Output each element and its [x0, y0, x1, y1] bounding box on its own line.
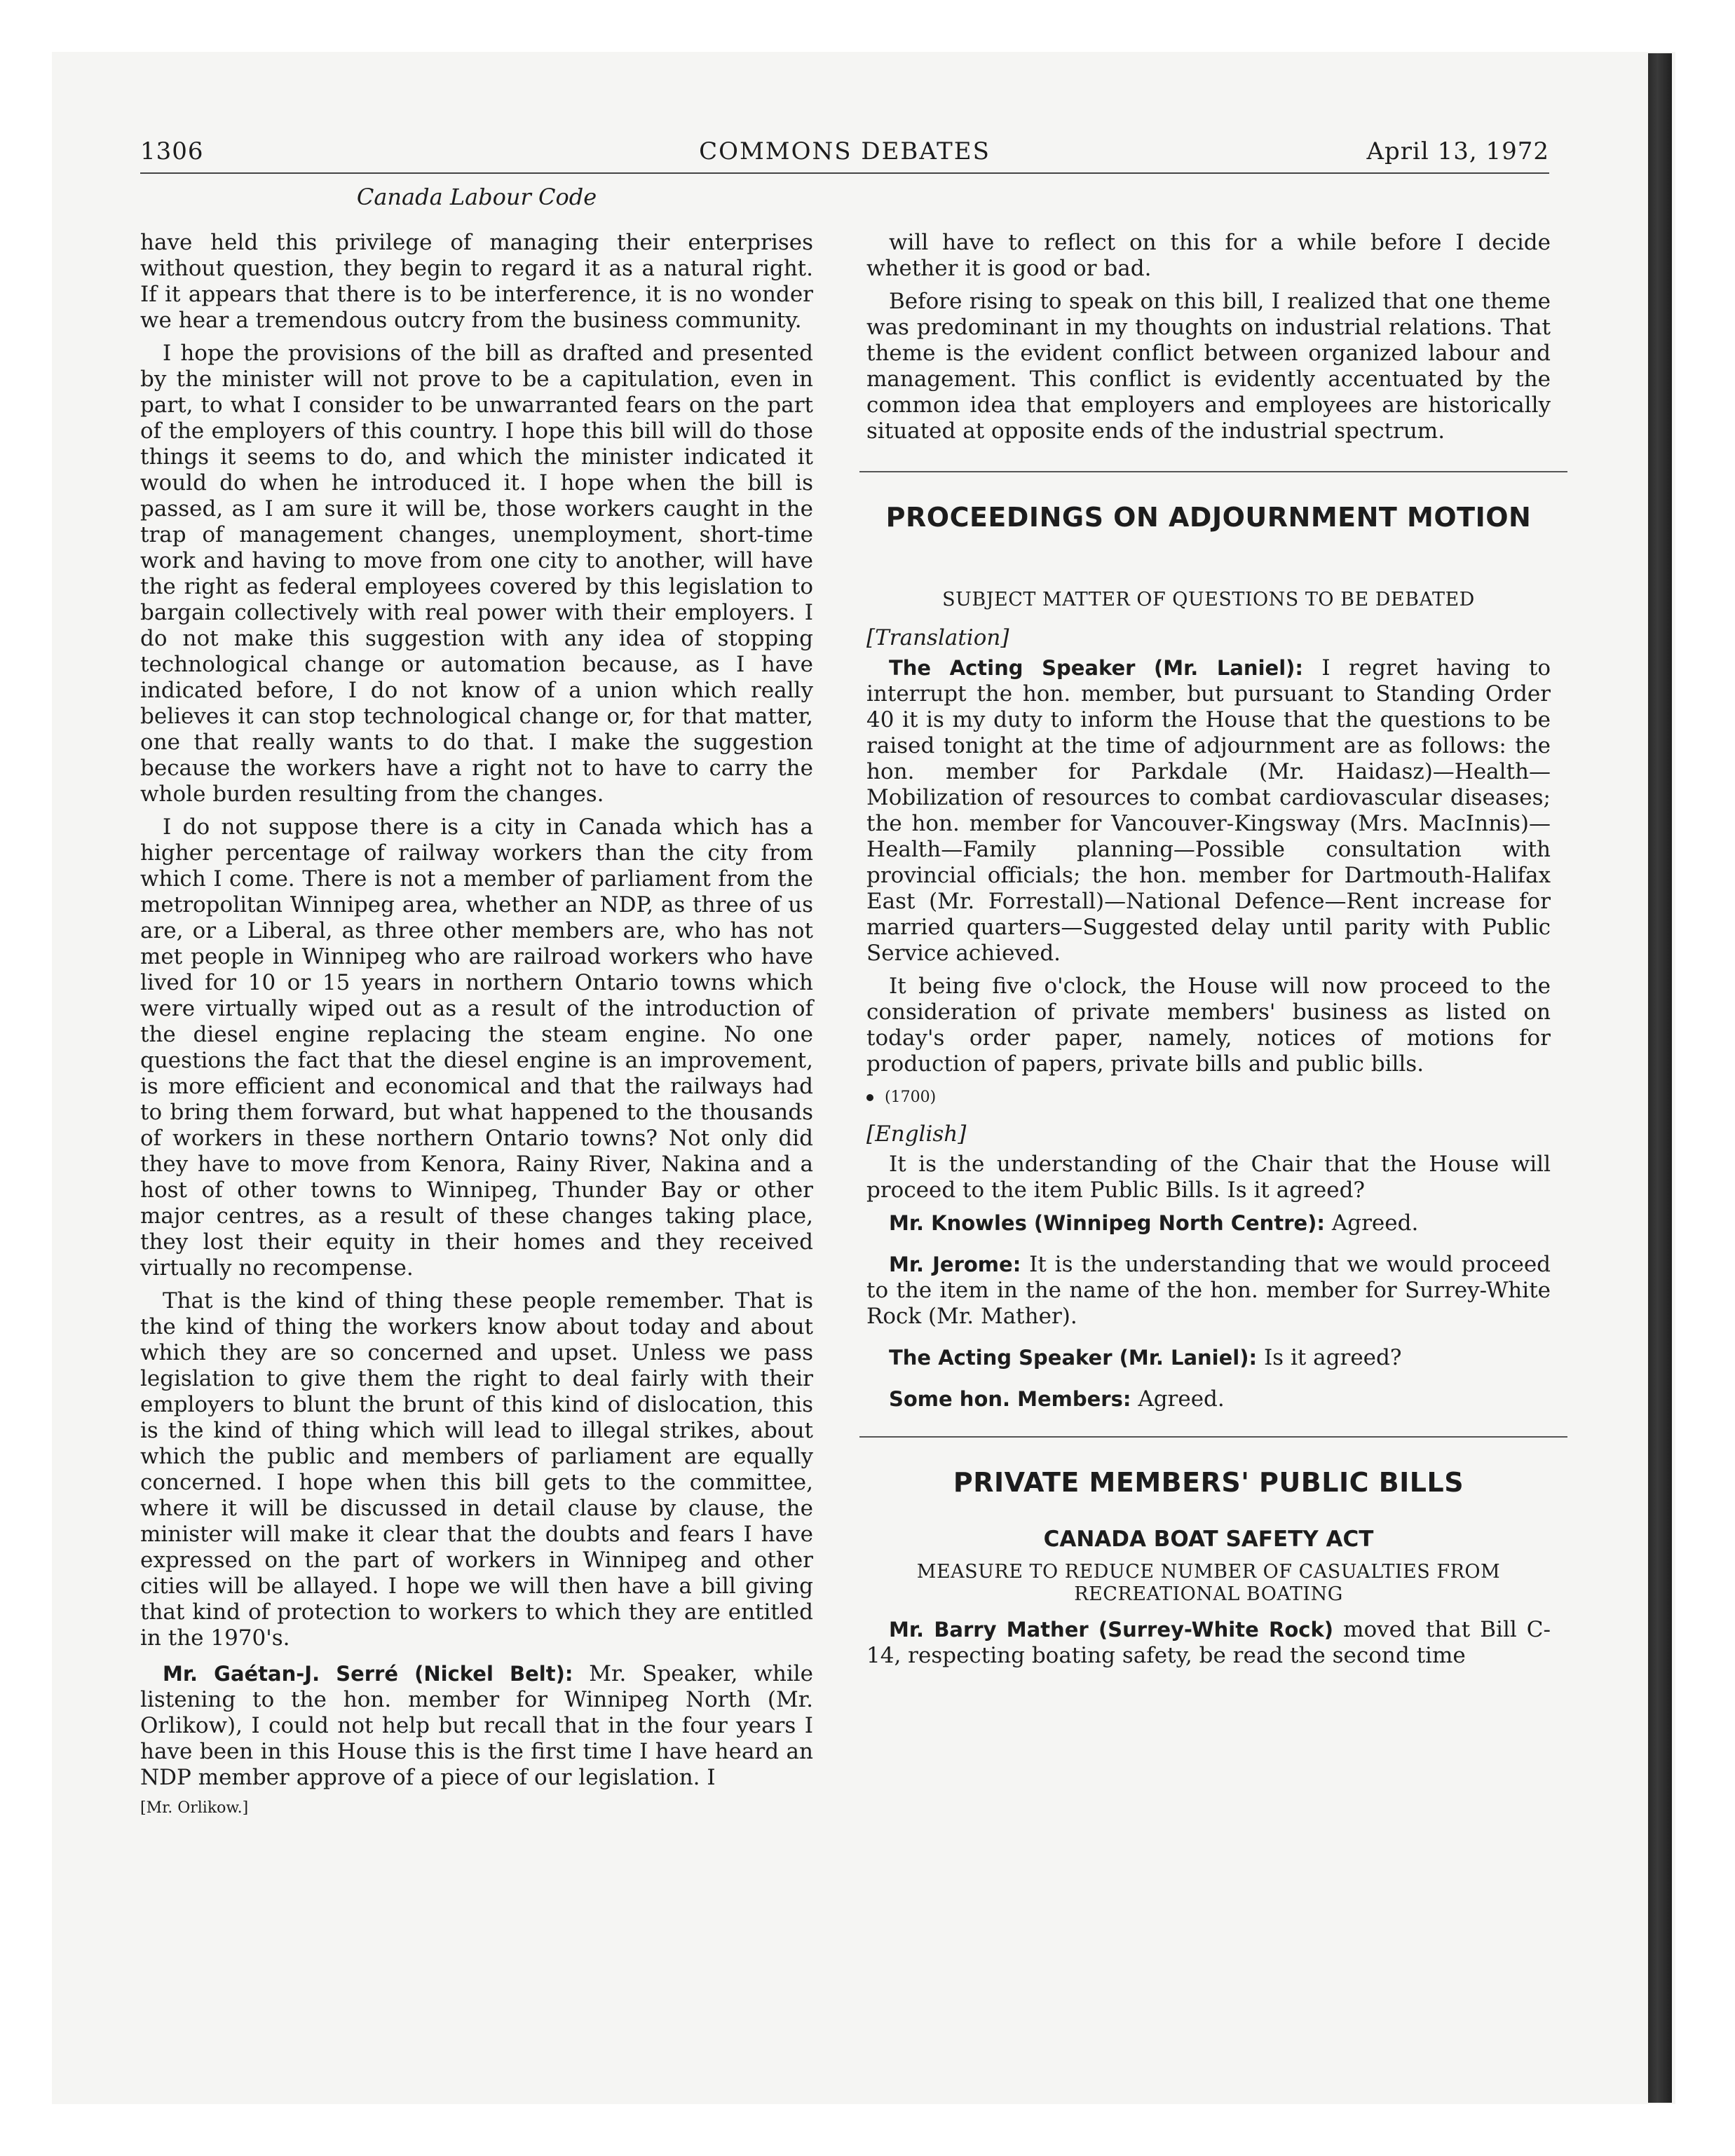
paragraph: It being five o'clock, the House will now proceed to the consideration of private members' business as listed on today's order paper, namely, notices of motions for production of papers, private bills and public bills.	[866, 974, 1551, 1077]
speech-jerome	[866, 1252, 1551, 1330]
section-divider	[859, 1436, 1567, 1438]
paragraph: I do not suppose there is a city in Canada which has a higher percentage of railway workers than the city from which I come. There is not a member of parliament from the metropolitan Winnipeg area, whether an NDP, as three of us are, or a Liberal, as three other members are, who has not met people in Winnipeg who are railroad workers who have lived for 10 or 15 years in northern Ontario towns which were virtually wiped out as a result of the introduction of the diesel engine replacing the steam engine. No one questions the fact that the diesel engine is an improvement, is more efficient and economical and that the railways had to bring them forward, but what happened to the thousands of workers in these northern Ontario towns? Not only did they have to move from Kenora, Rainy River, Nakina and a host of other towns to Winnipeg, Thunder Bay or other major centres, as a result of these changes taking place, they lost their equity in their homes and they received virtually no recompense.	[140, 814, 813, 1281]
speaker-name: The Acting Speaker (Mr. Laniel):	[889, 656, 1303, 680]
publication-title: COMMONS DEBATES	[699, 137, 991, 165]
speech-text: Agreed.	[1331, 1210, 1419, 1236]
speech-members	[866, 1386, 1551, 1412]
section-subheader: Canada Labour Code	[356, 184, 597, 210]
page-number: 1306	[140, 137, 204, 165]
timestamp	[866, 1084, 1551, 1110]
paragraph: Before rising to speak on this bill, I realized that one theme was predominant in my thoughts on industrial relations. That theme is the evident conflict between organized labour and management. This conflict is evidently accentuated by the common idea that employers and employees are historically situated at opposite ends of the industrial spectrum.	[866, 289, 1551, 444]
speaker-name: Mr. Barry Mather (Surrey-White Rock)	[889, 1618, 1334, 1642]
paragraph: That is the kind of thing these people remember. That is the kind of thing the workers know about today and about which they are so concerned and upset. Unless we pass legislation to give them the right to deal fairly with their employers to blunt the brunt of this kind of dislocation, this is the kind of thing which will lead to illegal strikes, about which the public and members of parliament are equally concerned. I hope when this bill gets to the committee, where it will be discussed in detail clause by clause, the minister will make it clear that the doubts and fears I have expressed on the part of workers in Winnipeg and other cities will be allayed. I hope we will then have a bill giving that kind of protection to workers to which they are entitled in the 1970's.	[140, 1288, 813, 1651]
speech-mather	[866, 1617, 1551, 1669]
speech-text: I regret having to interrupt the hon. member, but pursuant to Standing Order 40 it is my duty to inform the House that the questions to be raised tonight at the time of adjournment are as follows: the hon. member for Parkdale (Mr. Haidasz)—Health—Mobilization of resources to combat cardiovascular diseases; the hon. member for Vancouver-Kingsway (Mrs. MacInnis)—Health—Family planning—Possible consultation with provincial officials; the hon. member for Dartmouth-Halifax East (Mr. Forrestall)—National Defence—Rent increase for married quarters—Suggested delay until parity with Public Service achieved.	[866, 655, 1551, 966]
section-divider	[859, 471, 1567, 472]
section-subtitle: SUBJECT MATTER OF QUESTIONS TO BE DEBATED	[942, 589, 1475, 610]
speaker-name: Some hon. Members:	[889, 1387, 1131, 1411]
section-title-adjournment: PROCEEDINGS ON ADJOURNMENT MOTION	[885, 502, 1532, 533]
issue-date: April 13, 1972	[1366, 137, 1549, 165]
running-header	[140, 137, 1549, 174]
speech-knowles	[866, 1210, 1551, 1236]
paragraph: have held this privilege of managing their enterprises without question, they begin to regard it as a natural right. If it appears that there is to be interference, it is no wonder we hear a tremendous outcry from the business community.	[140, 230, 813, 333]
left-column	[140, 230, 813, 1819]
speaker-name: Mr. Jerome:	[889, 1253, 1021, 1276]
speaker-name: Mr. Knowles (Winnipeg North Centre):	[889, 1211, 1326, 1235]
act-title: CANADA BOAT SAFETY ACT	[1043, 1527, 1374, 1552]
speech-serre	[140, 1661, 813, 1791]
timestamp-text: (1700)	[885, 1089, 937, 1106]
measure-title: MEASURE TO REDUCE NUMBER OF CASUALTIES FROM RECREATIONAL BOATING	[916, 1561, 1501, 1605]
speech-text: It is the understanding that we would proceed to the item in the name of the hon. member for Surrey-White Rock (Mr. Mather).	[866, 1252, 1551, 1329]
speech-text: Agreed.	[1138, 1386, 1225, 1412]
speech-acting-speaker	[866, 655, 1551, 967]
speaker-name: Mr. Gaétan-J. Serré (Nickel Belt):	[163, 1662, 573, 1686]
speech-text: moved that Bill C-14, respecting boating safety, be read the second time	[866, 1617, 1551, 1668]
speaker-name: The Acting Speaker (Mr. Laniel):	[889, 1346, 1258, 1370]
footnote: [Mr. Orlikow.]	[140, 1799, 249, 1817]
speech-text: Is it agreed?	[1263, 1345, 1402, 1370]
right-column	[866, 230, 1551, 1676]
paragraph: It is the understanding of the Chair that the House will proceed to the item Public Bills. Is it agreed?	[866, 1152, 1551, 1203]
section-title-private-members: PRIVATE MEMBERS' PUBLIC BILLS	[953, 1467, 1464, 1498]
language-tag-english: [English]	[866, 1121, 967, 1147]
paragraph: will have to reflect on this for a while before I decide whether it is good or bad.	[866, 230, 1551, 281]
language-tag-translation: [Translation]	[866, 625, 1009, 650]
paragraph: I hope the provisions of the bill as drafted and presented by the minister will not prove to be a capitulation, even in part, to what I consider to be unwarranted fears on the part of the employers of this country. I hope this bill will do those things it seems to do, and which the minister indicated it would do when he introduced it. I hope when the bill is passed, as I am sure it will be, those workers caught in the trap of management changes, unemployment, short-time work and having to move from one city to another, will have the right as federal employees covered by this legislation to bargain collectively with real power with their employers. I do not make this suggestion with any idea of stopping technological change or automation because, as I have indicated before, I do not know of a union which really believes it can stop technological change or, for that matter, one that really wants to do that. I make the suggestion because the workers have a right not to have to carry the whole burden resulting from the changes.	[140, 341, 813, 807]
scan-edge-shadow	[1648, 53, 1672, 2103]
speech-text: Mr. Speaker, while listening to the hon. member for Winnipeg North (Mr. Orlikow), I could not help but recall that in the four years I have been in this House this is the first time I have heard an NDP member approve of a piece of our legislation. I	[140, 1661, 813, 1790]
bullet-icon	[866, 1094, 873, 1101]
speech-acting-speaker-2	[866, 1345, 1551, 1371]
